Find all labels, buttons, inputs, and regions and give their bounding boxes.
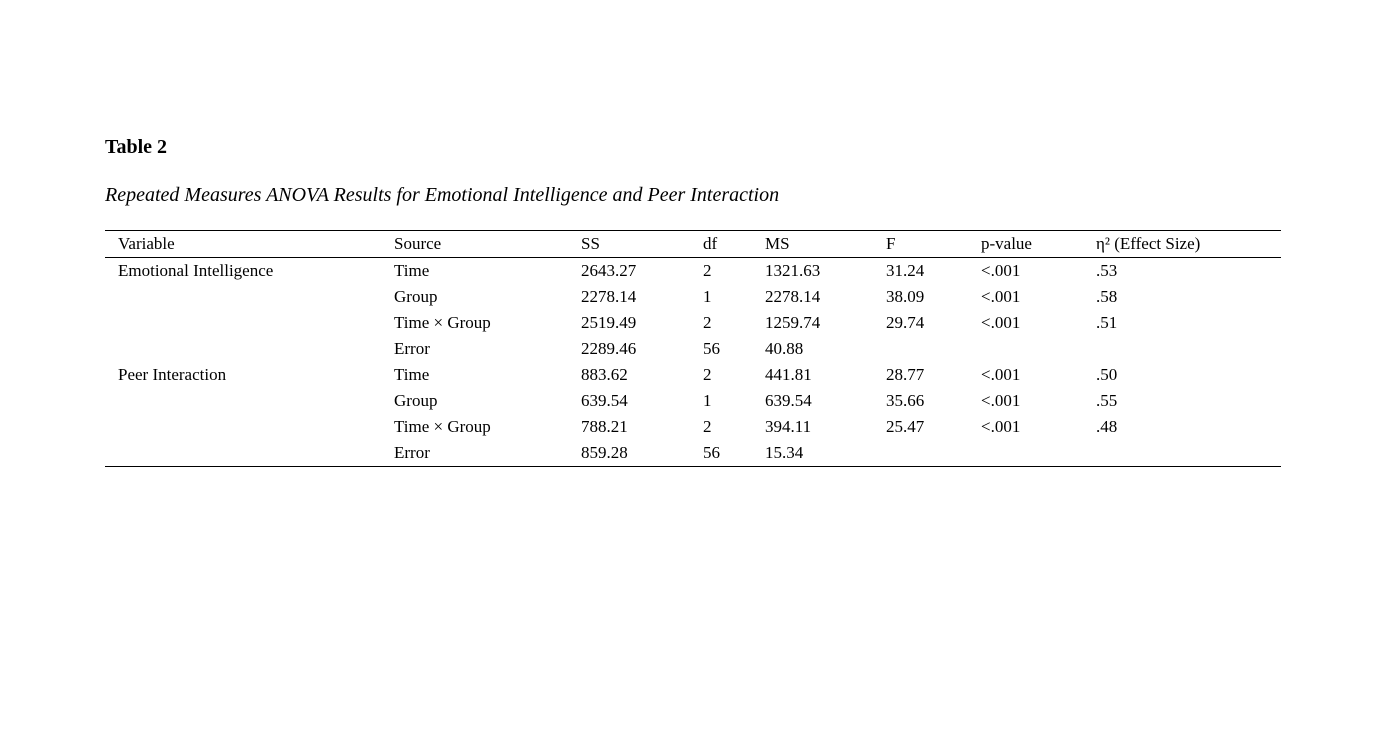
cell-variable xyxy=(105,388,394,414)
cell-ss: 859.28 xyxy=(581,443,628,462)
column-header-df: df xyxy=(703,234,718,253)
cell-df: 2 xyxy=(703,417,712,436)
cell-f: 29.74 xyxy=(886,313,925,332)
cell-variable: Emotional Intelligence xyxy=(118,261,274,280)
cell-p-value xyxy=(981,440,1096,467)
cell-effect-size xyxy=(1096,336,1281,362)
cell-ms: 441.81 xyxy=(765,365,812,384)
cell-source: Time × Group xyxy=(394,417,491,436)
cell-f: 38.09 xyxy=(886,287,925,306)
cell-variable xyxy=(105,414,394,440)
cell-f xyxy=(886,336,981,362)
cell-ms: 394.11 xyxy=(765,417,812,436)
table-number: Table 2 xyxy=(105,136,168,158)
column-header-f: F xyxy=(886,234,896,253)
cell-effect-size: .58 xyxy=(1096,287,1118,306)
cell-p-value: <.001 xyxy=(981,313,1021,332)
cell-ss: 2643.27 xyxy=(581,261,637,280)
cell-f: 25.47 xyxy=(886,417,925,436)
cell-effect-size: .53 xyxy=(1096,261,1118,280)
cell-effect-size: .51 xyxy=(1096,313,1118,332)
column-header-p-value: p-value xyxy=(981,234,1032,253)
cell-df: 1 xyxy=(703,391,712,410)
cell-source: Group xyxy=(394,391,438,410)
table-header-row xyxy=(105,231,1281,258)
cell-p-value: <.001 xyxy=(981,261,1021,280)
cell-df: 56 xyxy=(703,443,720,462)
cell-ss: 788.21 xyxy=(581,417,628,436)
cell-ss: 2278.14 xyxy=(581,287,637,306)
cell-ms: 40.88 xyxy=(765,339,804,358)
cell-ss: 639.54 xyxy=(581,391,628,410)
cell-df: 1 xyxy=(703,287,712,306)
cell-f: 28.77 xyxy=(886,365,925,384)
cell-ms: 639.54 xyxy=(765,391,812,410)
cell-effect-size: .55 xyxy=(1096,391,1118,410)
cell-variable xyxy=(105,336,394,362)
column-header-ss: SS xyxy=(581,234,600,253)
cell-p-value: <.001 xyxy=(981,365,1021,384)
cell-ss: 2519.49 xyxy=(581,313,637,332)
cell-p-value: <.001 xyxy=(981,391,1021,410)
cell-p-value: <.001 xyxy=(981,287,1021,306)
table-title: Repeated Measures ANOVA Results for Emotional Intelligence and Peer Interaction xyxy=(105,184,780,206)
cell-variable xyxy=(105,284,394,310)
cell-ms: 2278.14 xyxy=(765,287,821,306)
column-header-effect-size: η² (Effect Size) xyxy=(1096,234,1201,253)
cell-df: 56 xyxy=(703,339,720,358)
cell-df: 2 xyxy=(703,313,712,332)
cell-effect-size xyxy=(1096,440,1281,467)
column-header-variable: Variable xyxy=(118,234,175,253)
cell-ms: 1321.63 xyxy=(765,261,821,280)
anova-results-table xyxy=(105,230,1281,467)
cell-variable: Peer Interaction xyxy=(118,365,227,384)
cell-ss: 2289.46 xyxy=(581,339,637,358)
table-row xyxy=(105,284,1281,310)
cell-effect-size: .48 xyxy=(1096,417,1118,436)
cell-f xyxy=(886,440,981,467)
cell-source: Group xyxy=(394,287,438,306)
table-row xyxy=(105,336,1281,362)
table-row xyxy=(105,362,1281,388)
cell-p-value: <.001 xyxy=(981,417,1021,436)
table-row xyxy=(105,388,1281,414)
cell-f: 35.66 xyxy=(886,391,925,410)
cell-source: Time xyxy=(394,365,430,384)
column-header-source: Source xyxy=(394,234,442,253)
cell-f: 31.24 xyxy=(886,261,925,280)
table-row xyxy=(105,440,1281,467)
cell-variable xyxy=(105,310,394,336)
cell-ss: 883.62 xyxy=(581,365,628,384)
cell-source: Time × Group xyxy=(394,313,491,332)
table-row xyxy=(105,414,1281,440)
cell-ms: 15.34 xyxy=(765,443,804,462)
cell-variable xyxy=(105,440,394,467)
cell-source: Time xyxy=(394,261,430,280)
cell-df: 2 xyxy=(703,365,712,384)
cell-effect-size: .50 xyxy=(1096,365,1118,384)
cell-p-value xyxy=(981,336,1096,362)
cell-df: 2 xyxy=(703,261,712,280)
cell-source: Error xyxy=(394,443,430,462)
table-row xyxy=(105,258,1281,285)
column-header-ms: MS xyxy=(765,234,790,253)
cell-ms: 1259.74 xyxy=(765,313,821,332)
table-row xyxy=(105,310,1281,336)
cell-source: Error xyxy=(394,339,430,358)
